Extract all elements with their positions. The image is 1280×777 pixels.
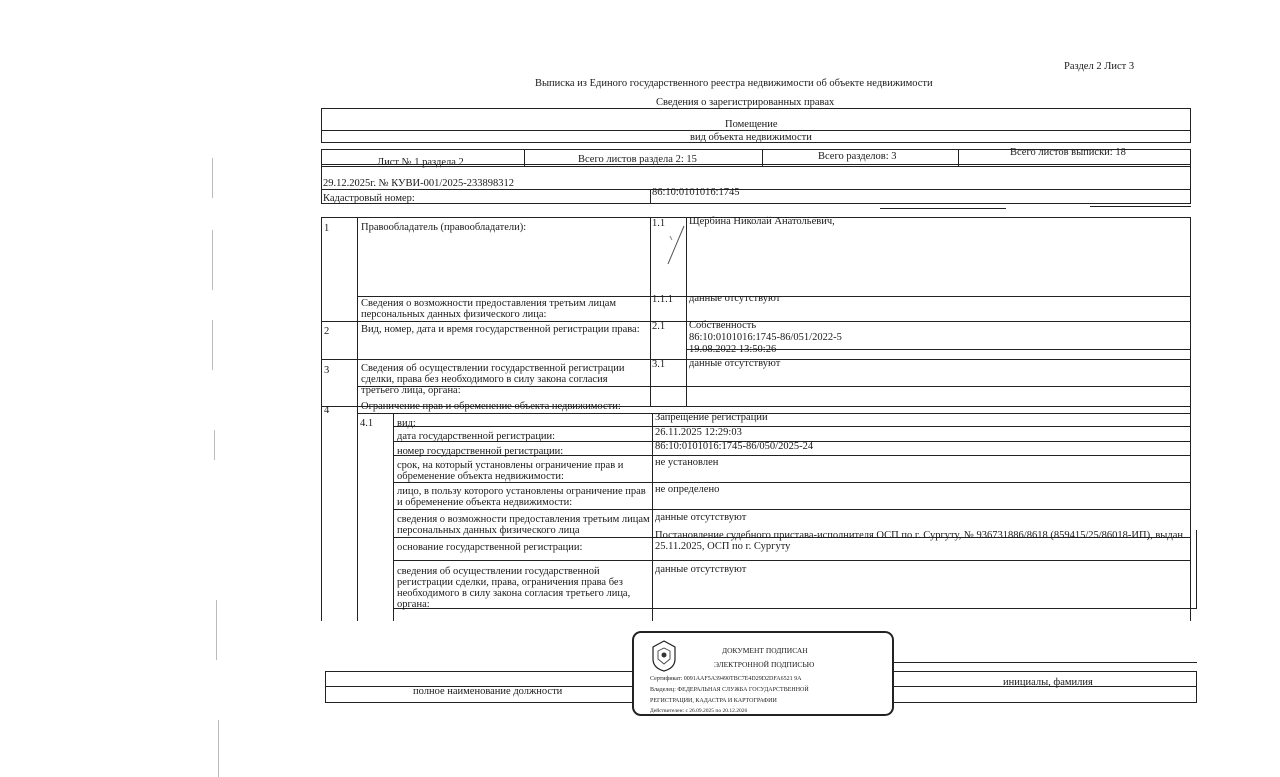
- sections-total: Всего разделов: 3: [818, 151, 897, 162]
- row-number: 4: [324, 405, 330, 416]
- row-label: Сведения об осуществлении государственной регистрации сделки, права без необходимого в силу закона согласия третьего лица, органа:: [361, 363, 625, 396]
- row-number: 2: [324, 326, 330, 337]
- stamp-line-2: ЭЛЕКТРОННОЙ ПОДПИСЬЮ: [714, 660, 815, 669]
- restriction-label: дата государственной регистрации:: [397, 431, 556, 442]
- row-number: 3: [324, 365, 330, 376]
- position-caption: полное наименование должности: [413, 686, 563, 697]
- restriction-label: лицо, в пользу которого установлены ограничение прав и обременение объекта недвижимости:: [397, 486, 646, 508]
- sheets-in-section: Всего листов раздела 2: 15: [578, 154, 697, 165]
- document-title: Выписка из Единого государственного реестра недвижимости об объекте недвижимости: [535, 78, 933, 89]
- row-sub-number: 2.1: [652, 321, 666, 332]
- object-type-caption: вид объекта недвижимости: [690, 132, 812, 143]
- restriction-label: сведения об осуществлении государственной регистрации сделки, права, ограничения права без необходимого в силу закона согласия третьего лица, органа:: [397, 566, 631, 610]
- right-registration-number: 86:10:0101016:1745-86/051/2022-5: [689, 332, 842, 343]
- right-holder-name: Щербина Николай Анатольевич,: [689, 216, 835, 227]
- restriction-label: сведения о возможности предоставления третьим лицам персональных данных физического лица: [397, 514, 650, 536]
- row-number: 1: [324, 223, 330, 234]
- restriction-value: данные отсутствуют: [655, 512, 747, 523]
- electronic-signature-stamp: [632, 631, 894, 716]
- handwritten-mark: [662, 224, 686, 273]
- restriction-value: не определено: [655, 484, 720, 495]
- row-label: Ограничение прав и обременение объекта недвижимости:: [361, 401, 621, 412]
- row-value: данные отсутствуют: [689, 293, 781, 304]
- row-label: Сведения о возможности предоставления третьим лицам персональных данных физического лица:: [361, 298, 617, 320]
- row-label: Вид, номер, дата и время государственной регистрации права:: [361, 324, 640, 335]
- object-type-value: Помещение: [725, 119, 778, 130]
- document-subtitle: Сведения о зарегистрированных правах: [656, 97, 835, 108]
- sheets-total: Всего листов выписки: 18: [1010, 147, 1126, 158]
- stamp-owner-line-1: Владелец: ФЕДЕРАЛЬНАЯ СЛУЖБА ГОСУДАРСТВЕННОЙ: [650, 687, 809, 693]
- stamp-validity: Действителен: с 26.09.2025 по 20.12.2026: [650, 708, 748, 714]
- restriction-label: основание государственной регистрации:: [397, 542, 583, 553]
- right-type: Собственность: [689, 320, 757, 331]
- record-date-number: 29.12.2025г. № КУВИ-001/2025-233898312: [323, 178, 514, 189]
- right-registration-datetime: 19.08.2022 13:50:26: [689, 344, 777, 355]
- restriction-value: 26.11.2025 12:29:03: [655, 427, 742, 438]
- sheet-of-section: Лист № 1 раздела 2: [377, 157, 464, 168]
- row-sub-number: 1.1: [652, 218, 666, 229]
- restriction-number: 4.1: [360, 418, 374, 429]
- restriction-value: Запрещение регистрации: [655, 412, 768, 423]
- cadastral-value: 86:10:0101016:1745: [652, 187, 740, 198]
- stamp-certificate: Сертификат: 0091AAF5A39490TBC7E4D29D2DFA6521 9A: [650, 676, 802, 682]
- restriction-value: данные отсутствуют: [655, 564, 747, 575]
- stamp-owner-line-2: РЕГИСТРАЦИИ, КАДАСТРА И КАРТОГРАФИИ: [650, 698, 777, 704]
- section-sheet-label: Раздел 2 Лист 3: [1064, 61, 1135, 72]
- restriction-label: срок, на который установлены ограничение прав и обременение объекта недвижимости:: [397, 460, 624, 482]
- emblem-icon: [649, 639, 679, 678]
- row-sub-number: 1.1.1: [652, 294, 673, 305]
- stamp-line-1: ДОКУМЕНТ ПОДПИСАН: [722, 646, 808, 655]
- restriction-value: 86:10:0101016:1745-86/050/2025-24: [655, 441, 814, 452]
- restriction-basis-value: Постановление судебного пристава-исполнителя ОСП по г. Сургуту, № 936731886/8618 (859415/25/86018-ИП), выдан 25.11.2025, ОСП по г. Сургуту: [655, 530, 1183, 552]
- row-sub-number: 3.1: [652, 359, 666, 370]
- name-caption: инициалы, фамилия: [1003, 677, 1093, 688]
- restriction-label: вид:: [397, 418, 416, 429]
- restriction-value: не установлен: [655, 457, 719, 468]
- cadastral-label: Кадастровый номер:: [323, 193, 415, 204]
- row-value: данные отсутствуют: [689, 358, 781, 369]
- restriction-label: номер государственной регистрации:: [397, 446, 564, 457]
- row-label: Правообладатель (правообладатели):: [361, 222, 527, 233]
